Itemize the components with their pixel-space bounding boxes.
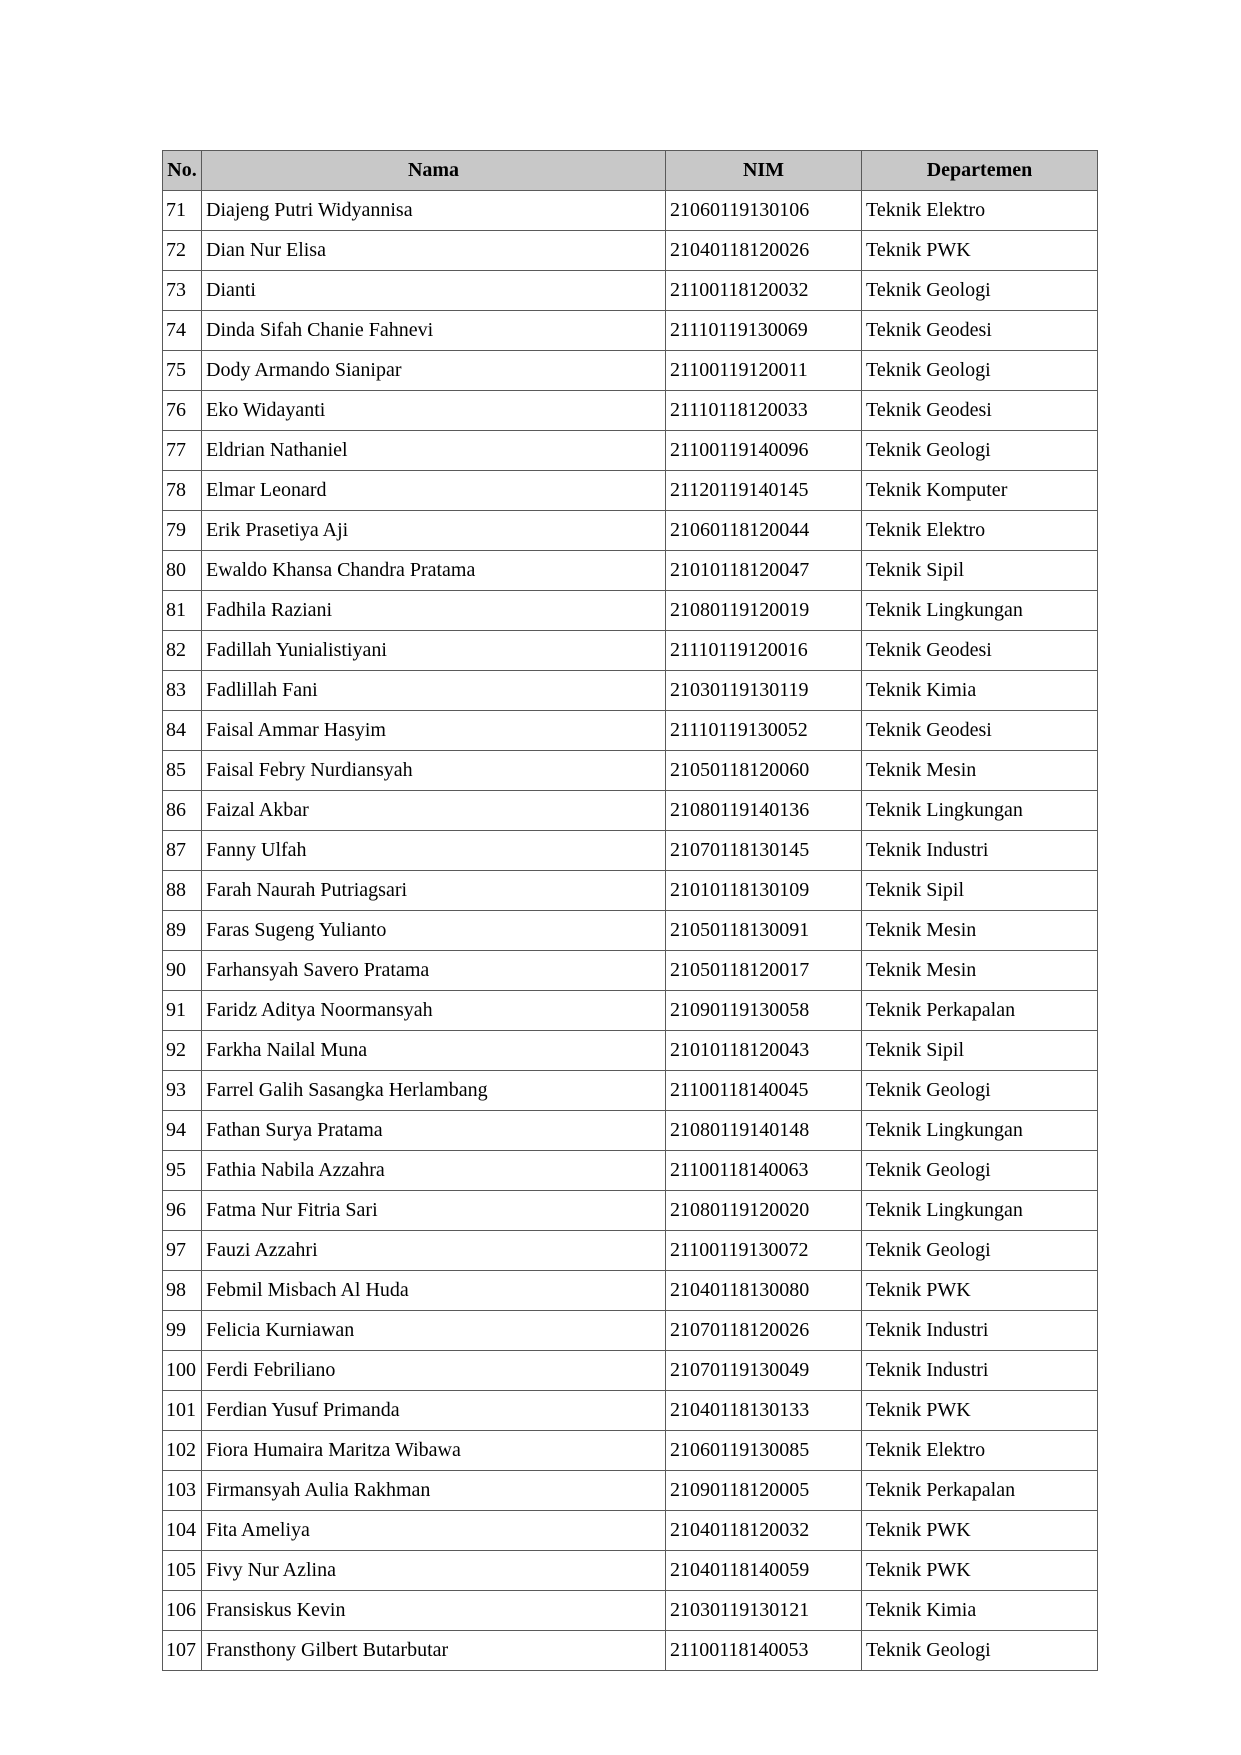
cell-no: 85 (163, 751, 202, 791)
cell-nama: Farrel Galih Sasangka Herlambang (202, 1071, 666, 1111)
table-row (163, 391, 1098, 431)
cell-nim: 21040118120032 (666, 1511, 862, 1551)
cell-nama: Fadlillah Fani (202, 671, 666, 711)
table-row (163, 1191, 1098, 1231)
cell-nim: 21060118120044 (666, 511, 862, 551)
cell-departemen: Teknik PWK (862, 1271, 1098, 1311)
cell-nim: 21100119130072 (666, 1231, 862, 1271)
table-row (163, 1151, 1098, 1191)
table-row (163, 311, 1098, 351)
cell-nama: Faizal Akbar (202, 791, 666, 831)
cell-nama: Eko Widayanti (202, 391, 666, 431)
table-row (163, 351, 1098, 391)
table-header (163, 151, 1098, 191)
cell-no: 94 (163, 1111, 202, 1151)
cell-nim: 21070118130145 (666, 831, 862, 871)
cell-departemen: Teknik PWK (862, 1391, 1098, 1431)
cell-no: 107 (163, 1631, 202, 1671)
table-row (163, 1631, 1098, 1671)
cell-nama: Ewaldo Khansa Chandra Pratama (202, 551, 666, 591)
table-row (163, 751, 1098, 791)
table-row (163, 191, 1098, 231)
cell-nim: 21100119120011 (666, 351, 862, 391)
cell-nama: Firmansyah Aulia Rakhman (202, 1471, 666, 1511)
cell-departemen: Teknik Industri (862, 1311, 1098, 1351)
cell-nim: 21040118140059 (666, 1551, 862, 1591)
cell-no: 84 (163, 711, 202, 751)
cell-departemen: Teknik Komputer (862, 471, 1098, 511)
header-nama: Nama (202, 151, 666, 191)
cell-no: 74 (163, 311, 202, 351)
cell-departemen: Teknik PWK (862, 1511, 1098, 1551)
cell-departemen: Teknik Mesin (862, 751, 1098, 791)
cell-nim: 21010118130109 (666, 871, 862, 911)
cell-nim: 21010118120047 (666, 551, 862, 591)
cell-departemen: Teknik PWK (862, 231, 1098, 271)
cell-no: 99 (163, 1311, 202, 1351)
cell-nim: 21060119130085 (666, 1431, 862, 1471)
cell-no: 83 (163, 671, 202, 711)
cell-nim: 21010118120043 (666, 1031, 862, 1071)
cell-nama: Fadillah Yunialistiyani (202, 631, 666, 671)
cell-departemen: Teknik Mesin (862, 951, 1098, 991)
cell-departemen: Teknik Industri (862, 1351, 1098, 1391)
cell-no: 93 (163, 1071, 202, 1111)
cell-nama: Fita Ameliya (202, 1511, 666, 1551)
cell-nim: 21070119130049 (666, 1351, 862, 1391)
cell-nama: Fransiskus Kevin (202, 1591, 666, 1631)
cell-no: 102 (163, 1431, 202, 1471)
cell-departemen: Teknik Elektro (862, 191, 1098, 231)
cell-departemen: Teknik Lingkungan (862, 1111, 1098, 1151)
table-row (163, 1551, 1098, 1591)
table-row (163, 911, 1098, 951)
table-row (163, 1311, 1098, 1351)
cell-departemen: Teknik Sipil (862, 551, 1098, 591)
cell-nim: 21100118140063 (666, 1151, 862, 1191)
cell-no: 98 (163, 1271, 202, 1311)
table-row (163, 671, 1098, 711)
cell-departemen: Teknik PWK (862, 1551, 1098, 1591)
cell-nama: Faras Sugeng Yulianto (202, 911, 666, 951)
cell-departemen: Teknik Geologi (862, 271, 1098, 311)
table-row (163, 871, 1098, 911)
cell-no: 105 (163, 1551, 202, 1591)
cell-nama: Erik Prasetiya Aji (202, 511, 666, 551)
cell-nama: Fransthony Gilbert Butarbutar (202, 1631, 666, 1671)
cell-nim: 21030119130121 (666, 1591, 862, 1631)
cell-no: 96 (163, 1191, 202, 1231)
cell-nim: 21110118120033 (666, 391, 862, 431)
table-row (163, 711, 1098, 751)
cell-departemen: Teknik Geologi (862, 1231, 1098, 1271)
cell-no: 104 (163, 1511, 202, 1551)
cell-departemen: Teknik Sipil (862, 871, 1098, 911)
cell-nim: 21050118120060 (666, 751, 862, 791)
cell-no: 86 (163, 791, 202, 831)
header-nim: NIM (666, 151, 862, 191)
cell-nama: Faisal Ammar Hasyim (202, 711, 666, 751)
table-body (163, 191, 1098, 1671)
cell-nama: Fatma Nur Fitria Sari (202, 1191, 666, 1231)
cell-no: 103 (163, 1471, 202, 1511)
table-row (163, 471, 1098, 511)
cell-nim: 21030119130119 (666, 671, 862, 711)
table-row (163, 231, 1098, 271)
cell-departemen: Teknik Kimia (862, 1591, 1098, 1631)
cell-nama: Farah Naurah Putriagsari (202, 871, 666, 911)
table-row (163, 431, 1098, 471)
cell-nim: 21100119140096 (666, 431, 862, 471)
cell-nama: Elmar Leonard (202, 471, 666, 511)
cell-no: 81 (163, 591, 202, 631)
student-table (162, 150, 1098, 1671)
cell-nama: Dianti (202, 271, 666, 311)
table-row (163, 271, 1098, 311)
cell-nama: Fauzi Azzahri (202, 1231, 666, 1271)
table-row (163, 1231, 1098, 1271)
cell-departemen: Teknik Lingkungan (862, 1191, 1098, 1231)
cell-no: 90 (163, 951, 202, 991)
table-row (163, 1071, 1098, 1111)
table-row (163, 1431, 1098, 1471)
cell-nama: Fiora Humaira Maritza Wibawa (202, 1431, 666, 1471)
cell-nim: 21040118120026 (666, 231, 862, 271)
cell-nama: Diajeng Putri Widyannisa (202, 191, 666, 231)
cell-departemen: Teknik Lingkungan (862, 791, 1098, 831)
table-row (163, 1351, 1098, 1391)
cell-departemen: Teknik Perkapalan (862, 991, 1098, 1031)
cell-departemen: Teknik Geodesi (862, 311, 1098, 351)
cell-nim: 21100118120032 (666, 271, 862, 311)
cell-nama: Fathan Surya Pratama (202, 1111, 666, 1151)
cell-departemen: Teknik Mesin (862, 911, 1098, 951)
cell-departemen: Teknik Elektro (862, 511, 1098, 551)
cell-departemen: Teknik Geologi (862, 1071, 1098, 1111)
cell-no: 100 (163, 1351, 202, 1391)
cell-departemen: Teknik Lingkungan (862, 591, 1098, 631)
cell-departemen: Teknik Kimia (862, 671, 1098, 711)
table-row (163, 991, 1098, 1031)
cell-no: 76 (163, 391, 202, 431)
table-row (163, 1511, 1098, 1551)
cell-nim: 21110119130052 (666, 711, 862, 751)
cell-nim: 21040118130080 (666, 1271, 862, 1311)
cell-nim: 21040118130133 (666, 1391, 862, 1431)
cell-nama: Ferdian Yusuf Primanda (202, 1391, 666, 1431)
cell-departemen: Teknik Sipil (862, 1031, 1098, 1071)
cell-nim: 21100118140053 (666, 1631, 862, 1671)
cell-departemen: Teknik Elektro (862, 1431, 1098, 1471)
cell-nim: 21080119120020 (666, 1191, 862, 1231)
cell-no: 101 (163, 1391, 202, 1431)
cell-no: 89 (163, 911, 202, 951)
cell-no: 72 (163, 231, 202, 271)
cell-nim: 21050118130091 (666, 911, 862, 951)
cell-nim: 21110119130069 (666, 311, 862, 351)
cell-nim: 21090119130058 (666, 991, 862, 1031)
cell-no: 82 (163, 631, 202, 671)
cell-nim: 21070118120026 (666, 1311, 862, 1351)
cell-no: 106 (163, 1591, 202, 1631)
cell-nim: 21080119140148 (666, 1111, 862, 1151)
cell-nim: 21120119140145 (666, 471, 862, 511)
cell-nama: Fanny Ulfah (202, 831, 666, 871)
cell-nama: Felicia Kurniawan (202, 1311, 666, 1351)
cell-nim: 21080119120019 (666, 591, 862, 631)
table-row (163, 551, 1098, 591)
cell-no: 91 (163, 991, 202, 1031)
table-row (163, 631, 1098, 671)
cell-nama: Dinda Sifah Chanie Fahnevi (202, 311, 666, 351)
table-row (163, 1591, 1098, 1631)
cell-no: 95 (163, 1151, 202, 1191)
table-row (163, 1271, 1098, 1311)
cell-nama: Farkha Nailal Muna (202, 1031, 666, 1071)
cell-nim: 21050118120017 (666, 951, 862, 991)
header-departemen: Departemen (862, 151, 1098, 191)
cell-departemen: Teknik Geodesi (862, 391, 1098, 431)
cell-nama: Fadhila Raziani (202, 591, 666, 631)
table-row (163, 511, 1098, 551)
cell-departemen: Teknik Geologi (862, 1631, 1098, 1671)
cell-nama: Dody Armando Sianipar (202, 351, 666, 391)
cell-departemen: Teknik Geologi (862, 1151, 1098, 1191)
cell-nama: Faridz Aditya Noormansyah (202, 991, 666, 1031)
cell-no: 78 (163, 471, 202, 511)
table-row (163, 591, 1098, 631)
cell-nama: Fathia Nabila Azzahra (202, 1151, 666, 1191)
cell-nama: Febmil Misbach Al Huda (202, 1271, 666, 1311)
cell-no: 92 (163, 1031, 202, 1071)
cell-departemen: Teknik Perkapalan (862, 1471, 1098, 1511)
cell-nim: 21100118140045 (666, 1071, 862, 1111)
cell-nama: Fivy Nur Azlina (202, 1551, 666, 1591)
cell-departemen: Teknik Geologi (862, 431, 1098, 471)
header-no: No. (163, 151, 202, 191)
table-row (163, 831, 1098, 871)
cell-nama: Faisal Febry Nurdiansyah (202, 751, 666, 791)
cell-no: 79 (163, 511, 202, 551)
cell-departemen: Teknik Geodesi (862, 711, 1098, 751)
cell-nim: 21110119120016 (666, 631, 862, 671)
table-row (163, 1391, 1098, 1431)
cell-nama: Farhansyah Savero Pratama (202, 951, 666, 991)
table-row (163, 1031, 1098, 1071)
cell-nama: Eldrian Nathaniel (202, 431, 666, 471)
cell-nim: 21060119130106 (666, 191, 862, 231)
table-row (163, 791, 1098, 831)
cell-departemen: Teknik Geodesi (862, 631, 1098, 671)
cell-departemen: Teknik Industri (862, 831, 1098, 871)
cell-no: 80 (163, 551, 202, 591)
cell-nama: Ferdi Febriliano (202, 1351, 666, 1391)
cell-no: 87 (163, 831, 202, 871)
cell-departemen: Teknik Geologi (862, 351, 1098, 391)
cell-no: 77 (163, 431, 202, 471)
header-row (163, 151, 1098, 191)
cell-nim: 21080119140136 (666, 791, 862, 831)
cell-nim: 21090118120005 (666, 1471, 862, 1511)
table-row (163, 1471, 1098, 1511)
cell-no: 73 (163, 271, 202, 311)
cell-no: 88 (163, 871, 202, 911)
cell-nama: Dian Nur Elisa (202, 231, 666, 271)
cell-no: 71 (163, 191, 202, 231)
table-row (163, 951, 1098, 991)
cell-no: 97 (163, 1231, 202, 1271)
cell-no: 75 (163, 351, 202, 391)
table-row (163, 1111, 1098, 1151)
